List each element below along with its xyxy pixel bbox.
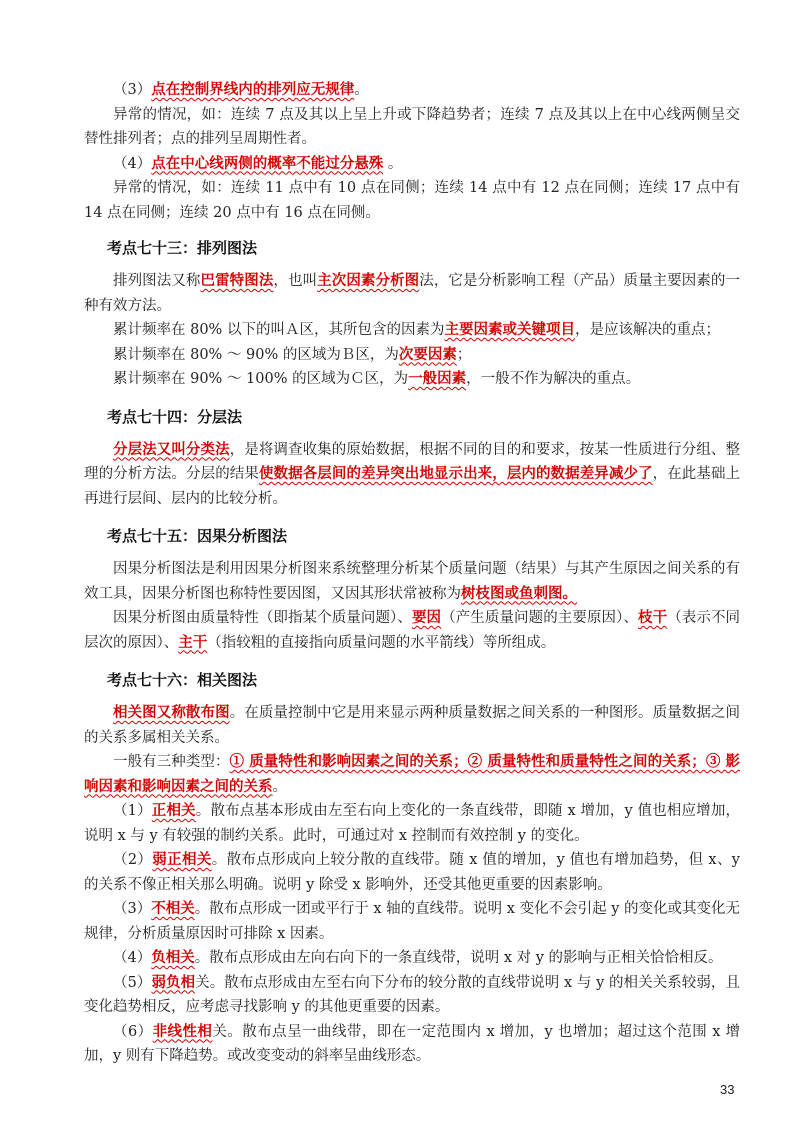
paragraph: 一般有三种类型：① 质量特性和影响因素之间的关系；② 质量特性和质量特性之间的关系；③ 影响因素和影响因素之间的关系。: [84, 753, 740, 795]
paragraph: 累计频率在 90% ～ 100% 的区域为Ｃ区，为一般因素，一般不作为解决的重点。: [113, 370, 641, 387]
highlight: 主要因素或关键项目: [444, 321, 575, 338]
paragraph: 异常的情况，如：连续 7 点及其以上呈上升或下降趋势者；连续 7 点及其以上在中心线两侧呈交替性排列者；点的排列呈周期性者。: [84, 106, 740, 147]
highlight: 分层法又叫分类法: [113, 440, 230, 458]
highlight: 一般因素: [408, 370, 467, 387]
paragraph-rule-4: （4）点在中心线两侧的概率不能过分悬殊 。: [113, 154, 403, 172]
highlight: 巴雷特图法: [200, 272, 274, 289]
correlation-item: （3）不相关。散布点形成一团或平行于 x 轴的直线带。说明 x 变化不会引起 y 的变化或其变化无规律，分析质量原因时可排除 x 因素。: [84, 900, 741, 942]
highlight: 主次因素分析图: [317, 272, 420, 289]
paragraph: 异常的情况，如：连续 11 点中有 10 点在同侧；连续 14 点中有 12 点在同侧；连续 17 点中有 14 点在同侧；连续 20 点中有 16 点在同侧。: [84, 180, 740, 221]
section-heading-76: 考点七十六：相关图法: [107, 671, 258, 689]
highlight: 枝干: [638, 609, 668, 626]
paragraph: 分层法又叫分类法，是将调查收集的原始数据，根据不同的目的和要求，按某一性质进行分组、整理的分析方法。分层的结果使数据各层间的差异突出地显示出来，层内的数据差异减少了，在此基础上再进行层间、层内的比较分析。: [84, 440, 741, 507]
highlight: 相关图又称散布图: [113, 704, 230, 721]
section-heading-75: 考点七十五：因果分析图法: [107, 527, 288, 545]
correlation-item: （1）正相关。散布点基本形成由左至右向上变化的一条直线带，即随 x 增加，y 值也相应增加，说明 x 与 y 有较强的制约关系。此时，可通过对 x 控制而有效控制 y 的变化。: [84, 802, 740, 844]
correlation-item: （4）负相关。散布点形成由左向右向下的一条直线带，说明 x 对 y 的影响与正相关恰恰相反。: [113, 949, 723, 966]
paragraph: 因果分析图法是利用因果分析图来系统整理分析某个质量问题（结果）与其产生原因之间关系的有效工具，因果分析图也称特性要因图，又因其形状常被称为树枝图或鱼刺图。: [84, 561, 740, 602]
paragraph: 累计频率在 80% 以下的叫Ａ区，其所包含的因素为主要因素或关键项目，是应该解决的重点；: [113, 321, 720, 338]
paragraph: 因果分析图由质量特性（即指某个质量问题）、要因（产生质量问题的主要原因）、枝干（表示不同层次的原因）、主干（指较粗的直接指向质量问题的水平箭线）等所组成。: [84, 609, 741, 651]
highlight: 主干: [178, 633, 208, 651]
paragraph: 累计频率在 80% ～ 90% 的区域为Ｂ区，为次要因素；: [113, 345, 472, 363]
highlight: 使数据各层间的差异突出地显示出来，层内的数据差异减少了: [258, 465, 653, 482]
highlight: 弱负相: [151, 973, 196, 991]
paragraph-rule-3: （3）点在控制界线内的排列应无规律。: [113, 81, 369, 98]
correlation-item: （6）非线性相关。散布点呈一曲线带，即在一定范围内 x 增加，y 也增加；超过这个范围 x 增加，y 则有下降趋势。或改变变动的斜率呈曲线形态。: [84, 1022, 741, 1064]
correlation-item: （5）弱负相关。散布点形成由左至右向下分布的较分散的直线带说明 x 与 y 的相关关系较弱，且变化趋势相反，应考虑寻找影响 y 的其他更重要的因素。: [84, 973, 740, 1015]
page-number: 33: [720, 1082, 735, 1097]
highlight: ① 质量特性和影响因素之间的关系；② 质量特性和质量特性之间的关系；③ 影响因素和影响因素之间的关系: [84, 753, 740, 795]
highlight: 非线性相: [152, 1022, 213, 1040]
highlight: 点在中心线两侧的概率不能过分悬殊: [151, 154, 384, 172]
highlight: 弱正相关: [152, 851, 212, 868]
document-body: [84, 78, 740, 1069]
highlight: 负相关: [151, 949, 195, 966]
paragraph: 相关图又称散布图。在质量控制中它是用来显示两种质量数据之间关系的一种图形。质量数据之间的关系多属相关关系。: [84, 704, 741, 746]
highlight: 点在控制界线内的排列应无规律: [151, 81, 355, 98]
highlight: 正相关: [151, 802, 196, 819]
section-heading-73: 考点七十三：排列图法: [107, 239, 258, 257]
section-heading-74: 考点七十四：分层法: [107, 407, 243, 426]
highlight: 次要因素: [398, 345, 457, 363]
correlation-item: （2）弱正相关。散布点形成向上较分散的直线带。随 x 值的增加，y 值也有增加趋势，但 x、y 的关系不像正相关那么明确。说明 y 除受 x 影响外，还受其他更重要的因素影响。: [84, 851, 741, 893]
highlight: 不相关: [151, 900, 195, 917]
paragraph: 排列图法又称巴雷特图法，也叫主次因素分析图法，它是分析影响工程（产品）质量主要因素的一种有效方法。: [84, 272, 741, 314]
highlight: 要因: [411, 609, 442, 626]
highlight: 树枝图或鱼刺图。: [461, 584, 577, 602]
